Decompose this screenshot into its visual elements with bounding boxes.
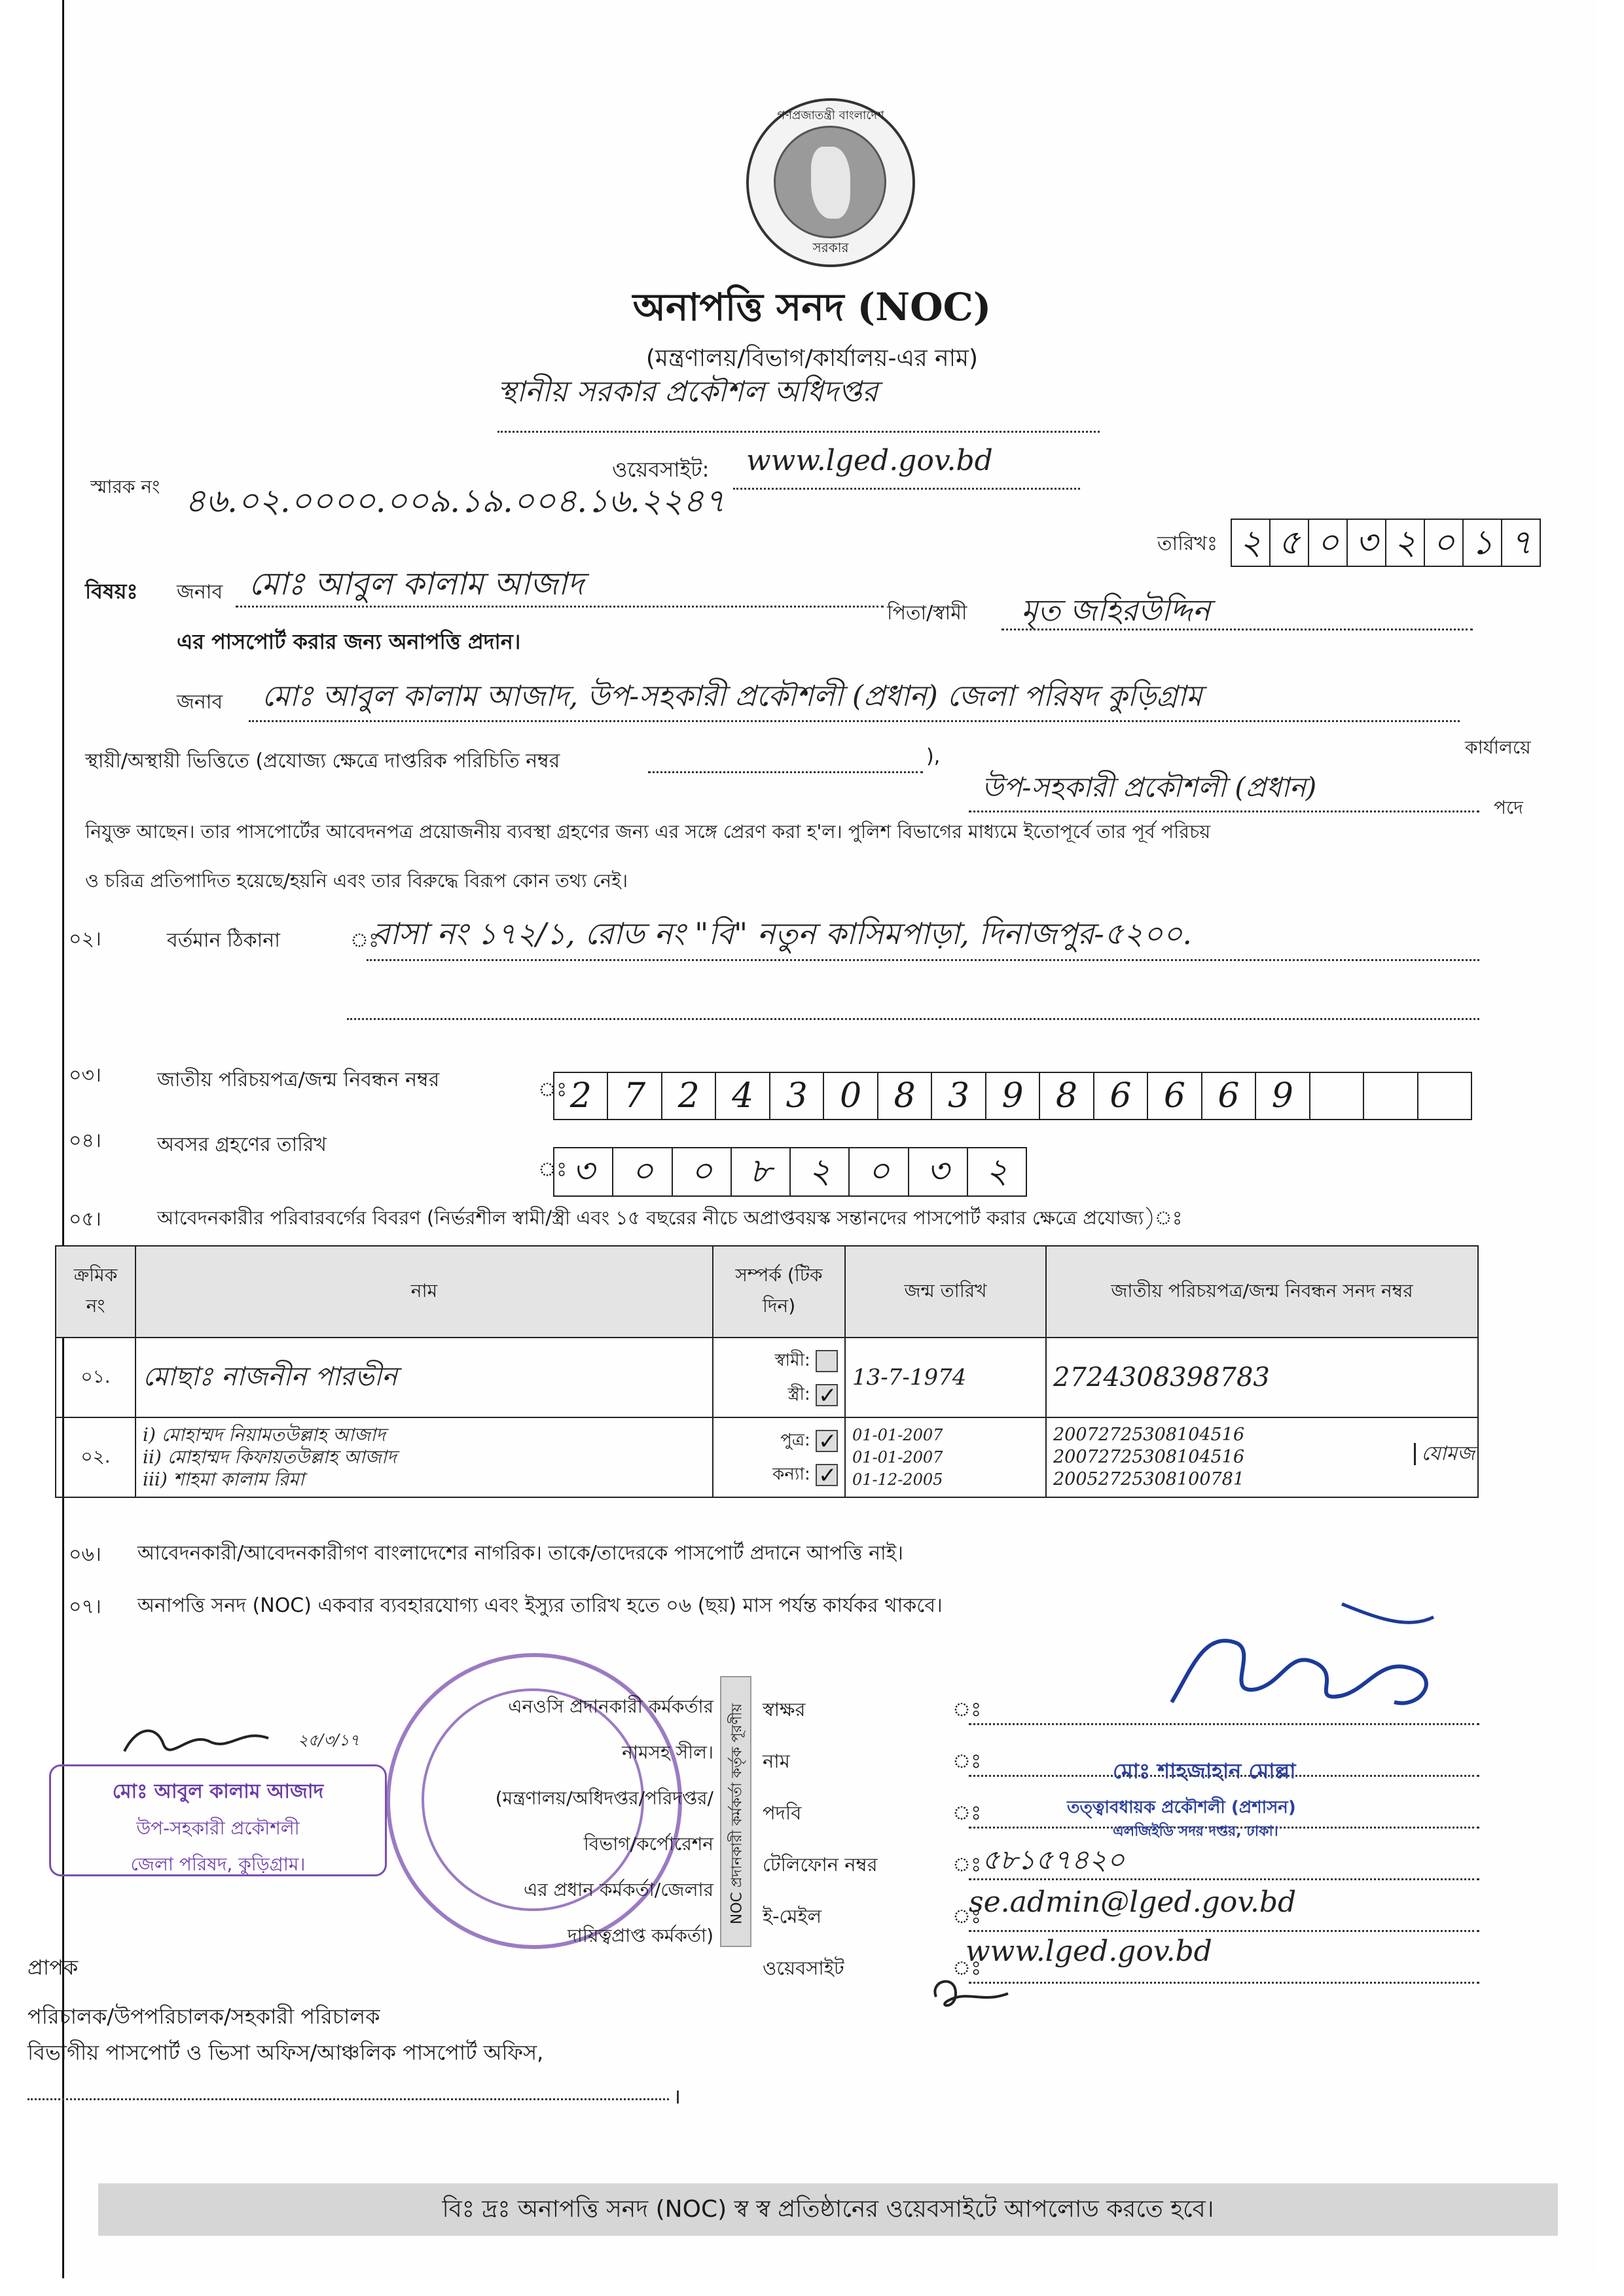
col-name: নাম: [135, 1246, 713, 1338]
retirement-digit-2: ০: [673, 1148, 732, 1195]
subject-line2: এর পাসপোর্ট করার জন্য অনাপত্তি প্রদান।: [177, 629, 521, 654]
nid-digit-15: [1364, 1073, 1418, 1119]
nid-digit-4: 3: [770, 1073, 824, 1119]
office-name-value: স্থানীয় সরকার প্রকৌশল অধিদপ্তর: [497, 375, 878, 409]
retirement-digit-7: ২: [985, 1152, 1008, 1191]
table-header-row: [56, 1246, 1478, 1338]
date-digit-0: ২: [1232, 520, 1271, 566]
nid-digit-6: 8: [878, 1073, 932, 1119]
row2-dob-3: 01-12-2005: [852, 1470, 943, 1489]
item-03-number: ০৩।: [69, 1064, 101, 1087]
nid-digit-1: 7: [608, 1073, 662, 1119]
website-value: www.lged.gov.bd: [746, 444, 993, 477]
table-row: [56, 1417, 1478, 1497]
page-subtitle: (মন্ত্রণালয়/বিভাগ/কার্যালয়-এর নাম): [645, 345, 979, 372]
father-value: মৃত জহিরউদ্দিন: [1021, 592, 1210, 628]
subject-mr-label: জনাব: [177, 581, 223, 604]
memo-value: ৪৬.০২.০০০০.০০৯.১৯.০০৪.১৬.২২৪৭: [185, 482, 726, 520]
body-para-line4: ও চরিত্র প্রতিপাদিত হয়েছে/হয়নি এবং তার বিরুদ্ধে বিরূপ কোন তথ্য নেই।: [85, 870, 628, 892]
row2-name-3: iii) শাহমা কালাম রিমা: [143, 1468, 304, 1490]
item-05-number: ০৫।: [69, 1208, 101, 1231]
signatory-note: এনওসি প্রদানকারী কর্মকর্তার নামসহ সীল। (মন্ত্রণালয়/অধিদপ্তর/পরিদপ্তর/ বিভাগ/কর্পোরেশন এর প্রধান কর্মকর্তা/জেলার দায়িত্বপ্রাপ্ত কর্মকর্তা): [495, 1696, 713, 1946]
item-04-number: ০৪।: [69, 1129, 101, 1152]
applicant-name-value: মোঃ আবুল কালাম আজাদ: [249, 566, 584, 602]
row2-nid-1: 20072725308104516: [1053, 1425, 1245, 1445]
row1-dob: 13-7-1974: [852, 1364, 967, 1391]
retirement-digit-6: ৩: [909, 1148, 968, 1195]
row2-name-2: ii) মোহাম্মদ কিফায়তউল্লাহ আজাদ: [143, 1446, 397, 1468]
row2-nid-3: 20052725308100781: [1053, 1469, 1245, 1489]
row1-rel-husband-label: স্বামী:: [774, 1351, 810, 1370]
date-digit-2: ০: [1309, 520, 1348, 566]
applicant-sig-date: ২৫/৩/১৭: [298, 1731, 360, 1749]
basis-text: স্থায়ী/অস্থায়ী ভিত্তিতে (প্রযোজ্য ক্ষেত্রে দাপ্তরিক পরিচিতি নম্বর: [85, 750, 560, 773]
nid-digit-5: 0: [824, 1073, 878, 1119]
item-02-number: ০২।: [69, 928, 101, 951]
signature-field-labels: স্বাক্ষর নাম পদবি টেলিফোন নম্বর ই-মেইল ওয়েবসাইট: [763, 1698, 878, 1979]
memo-label: স্মারক নং: [90, 476, 160, 498]
officer-email-value: se.admin@lged.gov.bd: [969, 1886, 1297, 1919]
row1-nid: 2724308398783: [1053, 1362, 1270, 1393]
basis-close: ),: [926, 745, 941, 768]
twins-note: যোমজ: [1414, 1443, 1475, 1465]
officer-phone-value: ৫৮১৫৭৪২০: [982, 1844, 1125, 1876]
applicant-stamp: মোঃ আবুল কালাম আজাদ উপ-সহকারী প্রকৌশলী জেলা পরিষদ, কুড়িগ্রাম।: [49, 1764, 387, 1876]
body-mr-label: জনাব: [177, 691, 223, 714]
emblem-top-text: গণপ্রজাতন্ত্রী বাংলাদেশ: [777, 109, 884, 122]
daughter-checkbox[interactable]: [816, 1464, 838, 1486]
officer-signature: [1146, 1591, 1460, 1741]
retirement-digit-5: ০: [850, 1148, 909, 1195]
nid-digit-13: 9: [1256, 1073, 1310, 1119]
row2-nid-2: 20072725308104516: [1053, 1447, 1245, 1467]
nid-digit-0: 2: [554, 1073, 608, 1119]
nid-digit-9: 8: [1040, 1073, 1094, 1119]
address-value: বাসা নং ১৭২/১, রোড নং "বি" নতুন কাসিমপাড়া, দিনাজপুর-৫২০০.: [373, 916, 1192, 951]
item-06-text: আবেদনকারী/আবেদনকারীগণ বাংলাদেশের নাগরিক। তাকে/তাদেরকে পাসপোর্ট প্রদানে আপত্তি নাই।: [137, 1542, 904, 1565]
emblem-bottom-text: সরকার: [812, 240, 849, 255]
website-label: ওয়েবসাইট:: [612, 457, 710, 482]
nid-digit-2: 2: [662, 1073, 716, 1119]
col-relation: সম্পর্ক (টিক দিন): [713, 1246, 845, 1338]
officer-designation-stamp: তত্ত্বাবধায়ক প্রকৌশলী (প্রশাসন): [1067, 1798, 1296, 1817]
item-05-label: আবেদনকারীর পরিবারবর্গের বিবরণ (নির্ভরশীল স্বামী/স্ত্রী এবং ১৫ বছরের নীচে অপ্রাপ্তবয়স্ক সন্তানদের পাসপোর্ট করার ক্ষেত্রে প্রযোজ্য)ঃ: [157, 1207, 1183, 1229]
nid-digit-11: 6: [1148, 1073, 1202, 1119]
table-row: [56, 1338, 1478, 1417]
date-digit-4: ২: [1386, 520, 1425, 566]
row2-dob-2: 01-01-2007: [852, 1448, 943, 1467]
recipient-line2: বিভাগীয় পাসপোর্ট ও ভিসা অফিস/আঞ্চলিক পাসপোর্ট অফিস,: [27, 2040, 544, 2065]
item-07-text: অনাপত্তি সনদ (NOC) একবার ব্যবহারযোগ্য এবং ইস্যুর তারিখ হতে ০৬ (ছয়) মাস পর্যন্ত কার্যকর থাকবে।: [137, 1594, 943, 1617]
nid-digit-12: 6: [1202, 1073, 1256, 1119]
date-digit-5: ০: [1425, 520, 1464, 566]
date-digit-1: ৫: [1271, 520, 1309, 566]
name-designation-value: মোঃ আবুল কালাম আজাদ, উপ-সহকারী প্রকৌশলী (প্রধান) জেলা পরিষদ কুড়িগ্রাম: [262, 680, 1202, 713]
row2-rel-daughter-label: কন্যা:: [772, 1465, 810, 1484]
recipient-label: প্রাপক: [27, 1955, 79, 1980]
item-03-label: জাতীয় পরিচয়পত্র/জন্ম নিবন্ধন নম্বর: [157, 1068, 440, 1091]
item-02-label: বর্তমান ঠিকানা: [167, 929, 280, 952]
nid-digit-16: [1418, 1073, 1471, 1119]
row2-rel-son-label: পুত্র:: [780, 1430, 810, 1450]
family-table: [55, 1245, 1479, 1498]
vertical-fill-note: NOC প্রদানকারী কর্মকর্তা কর্তৃক পূরণীয়: [720, 1676, 751, 1947]
retirement-digit-3: ৮: [732, 1148, 791, 1195]
retirement-digit-0: ৩: [554, 1148, 613, 1195]
applicant-signature: [111, 1712, 308, 1771]
nid-digit-7: 3: [932, 1073, 986, 1119]
date-label: তারিখঃ: [1157, 532, 1218, 555]
row1-rel-wife-label: স্ত্রী:: [787, 1385, 810, 1404]
recipient-line3-end: ।: [673, 2084, 681, 2109]
col-nid: জাতীয় পরিচয়পত্র/জন্ম নিবন্ধন সনদ নম্বর: [1046, 1246, 1478, 1338]
nid-digit-14: [1310, 1073, 1364, 1119]
post-value: উপ-সহকারী প্রকৌশলী (প্রধান): [982, 771, 1317, 803]
date-digit-6: ১: [1464, 520, 1502, 566]
body-para-line3: নিযুক্ত আছেন। তার পাসপোর্টের আবেদনপত্র প্রয়োজনীয় ব্যবস্থা গ্রহণের জন্য এর সঙ্গে প্রেরণ করা হ'ল। পুলিশ বিভাগের মাধ্যমে ইতোপূর্বে তার পূর্ব পরিচয়: [85, 821, 1211, 843]
nid-digit-10: 6: [1094, 1073, 1148, 1119]
col-dob: জন্ম তারিখ: [845, 1246, 1046, 1338]
date-digit-7: ৭: [1509, 523, 1532, 562]
item-04-label: অবসর গ্রহণের তারিখ: [157, 1133, 327, 1156]
officer-name-stamp: মোঃ শাহজাহান মোল্লা: [1113, 1758, 1296, 1783]
government-emblem: [746, 98, 915, 267]
officer-website-value: www.lged.gov.bd: [965, 1935, 1212, 1968]
recipient-line1: পরিচালক/উপপরিচালক/সহকারী পরিচালক: [27, 2004, 380, 2029]
row1-name: মোছাঃ নাজনীন পারভীন: [143, 1361, 397, 1392]
row2-name-1: i) মোহাম্মদ নিয়ামতউল্লাহ আজাদ: [143, 1424, 386, 1446]
row2-dob-1: 01-01-2007: [852, 1426, 943, 1444]
row2-serial: ০২.: [56, 1417, 135, 1497]
officer-office-stamp: এলজিইডি সদর দপ্তর, ঢাকা।: [1113, 1823, 1278, 1840]
date-digit-3: ৩: [1348, 520, 1386, 566]
item-07-number: ০৭।: [69, 1595, 101, 1618]
emblem-map-icon: [811, 147, 850, 219]
son-checkbox[interactable]: [816, 1430, 838, 1452]
wife-checkbox[interactable]: [816, 1384, 838, 1406]
office-suffix: কার্যালয়ে: [1465, 737, 1531, 758]
footer-note: বিঃ দ্রঃ অনাপত্তি সনদ (NOC) স্ব স্ব প্রতিষ্ঠানের ওয়েবসাইটে আপলোড করতে হবে।: [98, 2183, 1558, 2236]
item-06-number: ০৬।: [69, 1543, 101, 1566]
post-suffix: পদে: [1494, 797, 1523, 818]
retirement-digit-1: ০: [613, 1148, 672, 1195]
initials-scribble: [923, 1971, 1015, 2016]
col-serial: ক্রমিক নং: [56, 1246, 135, 1338]
nid-boxes: [553, 1072, 1472, 1120]
retirement-digit-4: ২: [791, 1148, 850, 1195]
row1-serial: ০১.: [56, 1338, 135, 1417]
husband-checkbox[interactable]: [816, 1350, 838, 1372]
subject-label: বিষয়ঃ: [85, 579, 138, 604]
retirement-date-boxes: [553, 1147, 1027, 1197]
father-label: পিতা/স্বামী: [887, 602, 967, 625]
page-title: অনাপত্তি সনদ (NOC): [632, 285, 992, 329]
nid-digit-8: 9: [986, 1073, 1040, 1119]
date-boxes: [1231, 519, 1541, 567]
nid-digit-3: 4: [716, 1073, 770, 1119]
